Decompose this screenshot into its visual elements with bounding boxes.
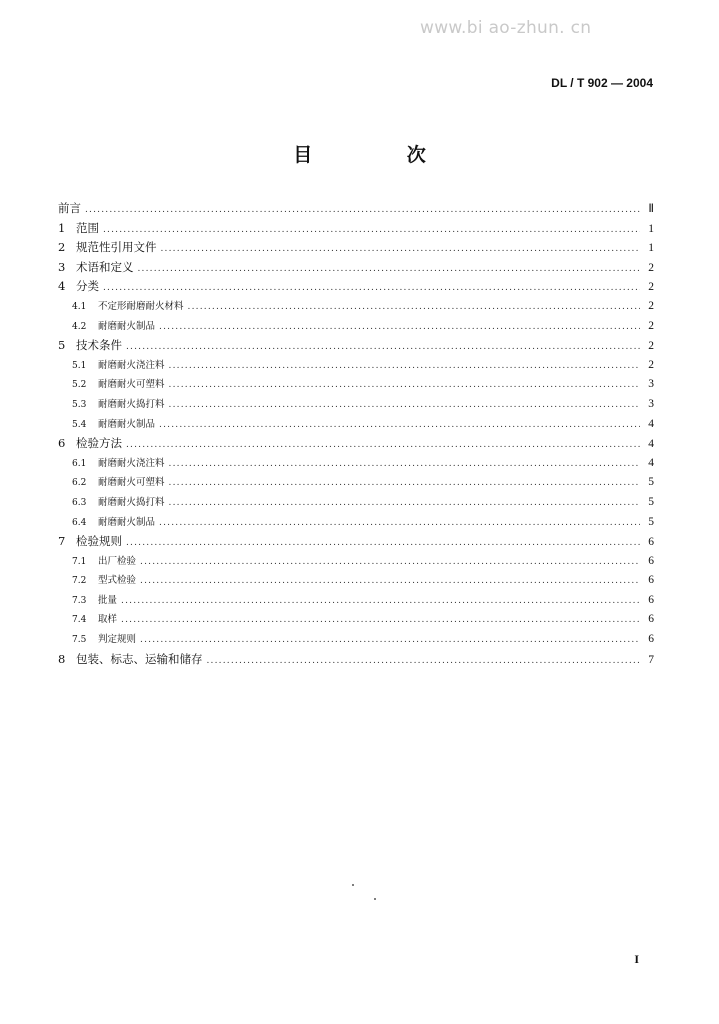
dot-leader	[138, 265, 641, 274]
toc-entry-number: 2	[58, 240, 66, 255]
toc-entry-page: 3	[648, 397, 654, 410]
toc-entry-label: 规范性引用文件	[76, 240, 157, 255]
dot-leader	[159, 421, 640, 430]
toc-entry-label: 批量	[98, 594, 118, 606]
dot-leader	[188, 303, 640, 312]
toc-entry-label: 耐磨耐火可塑料	[98, 477, 165, 489]
scan-speck	[374, 898, 376, 900]
toc-entry-page: 2	[648, 299, 654, 312]
toc-entry-label: 检验规则	[76, 534, 122, 549]
toc-entry[interactable]	[58, 318, 654, 338]
toc-entry-number: 8	[58, 651, 66, 666]
toc-entry[interactable]	[58, 396, 654, 416]
toc-entry[interactable]	[58, 259, 654, 279]
toc-entry-number: 7.3	[72, 595, 87, 606]
toc-entry-page: 6	[648, 633, 654, 646]
toc-entry[interactable]	[58, 357, 654, 377]
toc-entry-label: 型式检验	[98, 575, 137, 587]
toc-entry-label: 判定规则	[98, 634, 137, 646]
toc-entry-number: 6.4	[72, 517, 87, 528]
dot-leader	[169, 362, 640, 371]
scan-speck	[352, 884, 354, 886]
dot-leader	[85, 206, 640, 215]
toc-entry-label: 范围	[76, 220, 99, 235]
toc-entry-number: 5.1	[72, 360, 87, 371]
toc-entry-label: 耐磨耐火制品	[98, 418, 156, 430]
dot-leader	[126, 441, 640, 450]
toc-entry[interactable]	[58, 553, 654, 573]
toc-entry[interactable]	[58, 494, 654, 514]
standard-code: DL / T 902 — 2004	[551, 76, 653, 90]
toc-entry-number: 5	[58, 338, 66, 353]
toc-entry-page: 4	[648, 456, 654, 469]
dot-leader	[126, 343, 640, 352]
dot-leader	[207, 657, 641, 666]
dot-leader	[169, 381, 640, 390]
toc-entry-page: 6	[648, 554, 654, 567]
toc-entry-label: 技术条件	[76, 338, 122, 353]
dot-leader	[121, 616, 640, 625]
dot-leader	[103, 226, 640, 235]
toc-entry[interactable]	[58, 455, 654, 475]
toc-entry-number: 3	[58, 259, 66, 274]
toc-entry-page: 2	[648, 358, 654, 371]
toc-entry[interactable]	[58, 337, 654, 357]
dot-leader	[126, 539, 640, 548]
toc-entry-page: 5	[648, 476, 654, 489]
toc-entry[interactable]	[58, 474, 654, 494]
toc-entry[interactable]	[58, 376, 654, 396]
toc-entry-number: 5.4	[72, 419, 87, 430]
toc-entry-label: 取样	[98, 614, 118, 626]
page-number: I	[634, 952, 639, 966]
dot-leader	[121, 597, 640, 606]
toc-entry[interactable]	[58, 611, 654, 631]
toc-entry-page: 2	[648, 340, 654, 353]
toc-entry-page: 6	[648, 593, 654, 606]
toc-entry-number: 6.3	[72, 497, 87, 508]
toc-entry[interactable]	[58, 533, 654, 553]
toc-entry-number: 7	[58, 534, 66, 549]
toc-entry-number: 7.5	[72, 635, 87, 646]
table-of-contents	[58, 200, 654, 670]
toc-entry-number: 4.2	[72, 321, 87, 332]
toc-entry-label: 耐磨耐火可塑料	[98, 379, 165, 391]
watermark-text: www.bi ao-zhun. cn	[420, 18, 592, 38]
toc-entry-number: 6	[58, 436, 66, 451]
dot-leader	[169, 499, 640, 508]
toc-entry-page: 2	[648, 319, 654, 332]
toc-entry-page: 3	[648, 378, 654, 391]
toc-entry-page: 2	[648, 261, 654, 274]
toc-entry-page: 4	[648, 417, 654, 430]
toc-entry[interactable]	[58, 631, 654, 651]
toc-entry-number: 4	[58, 279, 66, 294]
toc-entry-label: 不定形耐磨耐火材料	[98, 300, 184, 312]
toc-entry-page: 2	[648, 281, 654, 294]
dot-leader	[159, 519, 640, 528]
toc-entry-page: 1	[648, 242, 654, 255]
toc-entry-number: 6.2	[72, 478, 87, 489]
dot-leader	[103, 284, 640, 293]
toc-entry-page: 6	[648, 536, 654, 549]
toc-entry-number: 4.1	[72, 301, 87, 312]
toc-entry-number: 6.1	[72, 458, 87, 469]
toc-entry[interactable]	[58, 572, 654, 592]
dot-leader	[140, 636, 640, 645]
dot-leader	[161, 245, 641, 254]
toc-entry-page: Ⅱ	[648, 203, 654, 215]
toc-entry-label: 耐磨耐火制品	[98, 516, 156, 528]
toc-entry-label: 出厂检验	[98, 555, 137, 567]
toc-entry[interactable]	[58, 435, 654, 455]
toc-entry-number: 7.4	[72, 615, 87, 626]
toc-entry-number: 5.2	[72, 380, 87, 391]
toc-entry-page: 6	[648, 613, 654, 626]
toc-entry[interactable]	[58, 651, 654, 671]
toc-entry[interactable]	[58, 298, 654, 318]
toc-entry-label: 前言	[58, 201, 81, 215]
dot-leader	[159, 323, 640, 332]
toc-entry-label: 分类	[76, 279, 99, 294]
toc-entry[interactable]	[58, 278, 654, 298]
toc-entry-page: 5	[648, 515, 654, 528]
dot-leader	[140, 577, 640, 586]
dot-leader	[169, 479, 640, 488]
dot-leader	[169, 460, 640, 469]
toc-entry-label: 包装、标志、运输和储存	[76, 651, 203, 666]
toc-entry[interactable]	[58, 220, 654, 240]
toc-entry[interactable]	[58, 416, 654, 436]
toc-entry-page: 4	[648, 438, 654, 451]
toc-entry[interactable]	[58, 200, 654, 220]
toc-entry-label: 耐磨耐火制品	[98, 320, 156, 332]
toc-entry-label: 检验方法	[76, 436, 122, 451]
toc-entry-number: 1	[58, 220, 66, 235]
toc-entry[interactable]	[58, 239, 654, 259]
toc-entry-page: 5	[648, 495, 654, 508]
dot-leader	[169, 401, 640, 410]
toc-entry-label: 耐磨耐火浇注料	[98, 457, 165, 469]
toc-entry-number: 7.1	[72, 556, 87, 567]
toc-entry-page: 1	[648, 222, 654, 235]
toc-entry-label: 耐磨耐火捣打料	[98, 398, 165, 410]
toc-entry-number: 5.3	[72, 399, 87, 410]
toc-entry[interactable]	[58, 514, 654, 534]
toc-entry-number: 7.2	[72, 576, 87, 587]
toc-entry-page: 6	[648, 574, 654, 587]
toc-entry-label: 耐磨耐火浇注料	[98, 359, 165, 371]
dot-leader	[140, 558, 640, 567]
toc-entry-label: 术语和定义	[76, 259, 134, 274]
toc-entry-page: 7	[648, 653, 654, 666]
toc-entry-label: 耐磨耐火捣打料	[98, 496, 165, 508]
toc-entry[interactable]	[58, 592, 654, 612]
page-title: 目 次	[293, 144, 470, 166]
